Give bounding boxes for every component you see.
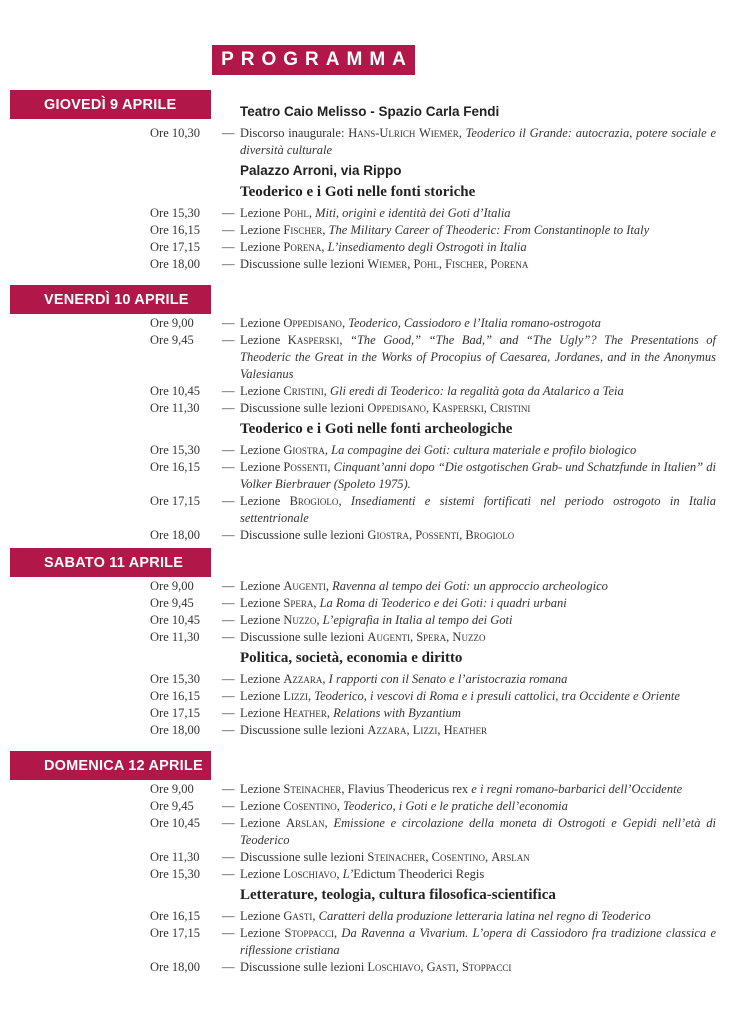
row-dash: — bbox=[222, 494, 235, 508]
time-label: Ore 10,45 bbox=[150, 613, 200, 627]
text-segment: L’epigrafia in Italia al tempo dei Goti bbox=[322, 613, 513, 627]
text-segment: Discussione sulle lezioni bbox=[240, 528, 368, 542]
schedule-row bbox=[150, 688, 716, 705]
row-dash: — bbox=[222, 782, 235, 796]
time-label: Ore 18,00 bbox=[150, 257, 200, 271]
text-segment: , bbox=[323, 384, 330, 398]
text-segment: , bbox=[334, 926, 342, 940]
text-segment: , bbox=[308, 689, 315, 703]
text-segment: La compagine dei Goti: cultura materiale e profilo biologico bbox=[331, 443, 637, 457]
row-description bbox=[240, 383, 716, 400]
time-label: Ore 15,30 bbox=[150, 206, 200, 220]
text-segment: Lezione bbox=[240, 384, 284, 398]
text-segment: Emissione e circolazione della moneta di Ostrogoti e Gepidi nell’età di Teoderico bbox=[240, 816, 716, 847]
text-segment: Lezione bbox=[240, 460, 284, 474]
time-label: Ore 9,00 bbox=[150, 316, 194, 330]
time-label: Ore 17,15 bbox=[150, 240, 200, 254]
text-segment: Lezione bbox=[240, 909, 284, 923]
text-segment: Gasti bbox=[426, 960, 456, 974]
time-label: Ore 17,15 bbox=[150, 706, 200, 720]
text-segment: Discussione sulle lezioni bbox=[240, 257, 368, 271]
schedule-row bbox=[150, 442, 716, 459]
text-segment: , bbox=[455, 960, 462, 974]
text-segment: Augenti bbox=[283, 579, 326, 593]
text-segment: , bbox=[406, 723, 413, 737]
day-content bbox=[150, 751, 716, 976]
row-dash: — bbox=[222, 579, 235, 593]
text-segment: Pohl bbox=[413, 257, 439, 271]
text-segment: Hans-Ulrich Wiemer bbox=[348, 126, 459, 140]
day-content bbox=[150, 90, 716, 273]
row-description bbox=[240, 688, 716, 705]
text-segment: Discussione sulle lezioni bbox=[240, 723, 368, 737]
time-label: Ore 9,45 bbox=[150, 596, 194, 610]
text-segment: Lezione bbox=[240, 689, 284, 703]
row-dash: — bbox=[222, 672, 235, 686]
text-segment: Cosentino bbox=[283, 799, 337, 813]
row-dash: — bbox=[222, 816, 235, 830]
schedule-row bbox=[150, 671, 716, 688]
text-segment: Lezione bbox=[240, 672, 284, 686]
day-banner: SABATO 11 APRILE bbox=[10, 548, 211, 577]
text-segment: Porena bbox=[283, 240, 322, 254]
text-segment: Caratteri della produzione letteraria latina nel regno di Teoderico bbox=[318, 909, 651, 923]
text-segment: , bbox=[408, 528, 416, 542]
row-description bbox=[240, 815, 716, 849]
text-segment: Kasperski bbox=[287, 333, 340, 347]
text-segment: Insediamenti e sistemi fortificati nel periodo ostrogoto in Italia settentrionale bbox=[240, 494, 716, 525]
text-segment: Porena bbox=[490, 257, 529, 271]
text-segment: Nuzzo bbox=[283, 613, 317, 627]
row-dash: — bbox=[222, 443, 235, 457]
day-section bbox=[0, 548, 750, 739]
schedule-row bbox=[150, 493, 716, 527]
row-description bbox=[240, 442, 716, 459]
day-section bbox=[0, 90, 750, 273]
text-segment: Azzara bbox=[283, 672, 323, 686]
time-label: Ore 16,15 bbox=[150, 689, 200, 703]
text-segment: Lezione bbox=[240, 223, 284, 237]
schedule-row bbox=[150, 925, 716, 959]
day-banner: GIOVEDÌ 9 APRILE bbox=[10, 90, 211, 119]
text-segment: Gasti bbox=[283, 909, 313, 923]
row-description bbox=[240, 781, 716, 798]
text-segment: Stoppacci bbox=[284, 926, 335, 940]
text-segment: Lezione bbox=[240, 706, 284, 720]
text-segment: Spera bbox=[283, 596, 314, 610]
text-segment: , bbox=[484, 850, 492, 864]
text-segment: Fischer bbox=[283, 223, 323, 237]
schedule-row bbox=[150, 595, 716, 612]
text-segment: Oppedisano bbox=[367, 401, 426, 415]
session-heading: Politica, società, economia e diritto bbox=[240, 650, 463, 666]
time-label: Ore 18,00 bbox=[150, 960, 200, 974]
row-description bbox=[240, 959, 716, 976]
text-segment: Pohl bbox=[283, 206, 309, 220]
text-segment: Lezione bbox=[240, 240, 284, 254]
row-dash: — bbox=[222, 850, 235, 864]
text-segment: , bbox=[324, 816, 334, 830]
schedule-row bbox=[150, 612, 716, 629]
text-segment: Teoderico, i Goti e le pratiche dell’economia bbox=[342, 799, 568, 813]
text-segment: , bbox=[322, 672, 329, 686]
text-segment: Brogiolo bbox=[465, 528, 515, 542]
text-segment: Nuzzo bbox=[452, 630, 486, 644]
row-dash: — bbox=[222, 384, 235, 398]
row-description bbox=[240, 908, 716, 925]
text-segment: , bbox=[339, 333, 351, 347]
row-dash: — bbox=[222, 689, 235, 703]
row-dash: — bbox=[222, 706, 235, 720]
row-description bbox=[240, 722, 716, 739]
text-segment: Loschiavo bbox=[283, 867, 337, 881]
schedule-row bbox=[150, 705, 716, 722]
schedule-row bbox=[150, 798, 716, 815]
row-dash: — bbox=[222, 926, 235, 940]
text-segment: , Flavius Theodericus rex bbox=[341, 782, 472, 796]
row-description bbox=[240, 925, 716, 959]
text-segment: Steinacher bbox=[367, 850, 426, 864]
text-segment: , bbox=[325, 579, 333, 593]
text-segment: Teoderico, i vescovi di Roma e i presuli cattolici, tra Occidente e Oriente bbox=[314, 689, 680, 703]
row-description bbox=[240, 866, 716, 883]
schedule-row bbox=[150, 315, 716, 332]
day-content bbox=[150, 285, 716, 544]
row-description bbox=[240, 332, 716, 383]
text-segment: Lezione bbox=[240, 316, 284, 330]
text-segment: Cristini bbox=[283, 384, 324, 398]
text-segment: Kasperski bbox=[432, 401, 484, 415]
text-segment: Lezione bbox=[240, 816, 287, 830]
row-description bbox=[240, 315, 716, 332]
text-segment: , bbox=[407, 257, 414, 271]
row-description bbox=[240, 705, 716, 722]
day-section bbox=[0, 285, 750, 544]
row-description bbox=[240, 798, 716, 815]
text-segment: Cristini bbox=[490, 401, 531, 415]
text-segment: Lezione bbox=[240, 579, 284, 593]
text-segment: Cinquant’anni dopo “Die ostgotischen Grab- und Schatzfunde in Italien” di Volker Bierbrauer (Spoleto 1975). bbox=[240, 460, 716, 491]
schedule-row bbox=[150, 908, 716, 925]
time-label: Ore 10,45 bbox=[150, 384, 200, 398]
session-heading: Letterature, teologia, cultura filosofica-scientifica bbox=[240, 887, 556, 903]
text-segment: La Roma di Teoderico e dei Goti: i quadri urbani bbox=[319, 596, 567, 610]
text-segment: Da Ravenna a Vivarium. L’opera di Cassiodoro fra tradizione classica e riflessione cristiana bbox=[240, 926, 716, 957]
time-label: Ore 16,15 bbox=[150, 460, 200, 474]
schedule-row bbox=[150, 527, 716, 544]
row-description bbox=[240, 595, 716, 612]
row-dash: — bbox=[222, 909, 235, 923]
text-segment: , bbox=[446, 630, 453, 644]
schedule-row bbox=[150, 866, 716, 883]
text-segment: Lizzi bbox=[412, 723, 438, 737]
text-segment: Teoderico, Cassiodoro e l’Italia romano-ostrogota bbox=[348, 316, 601, 330]
row-description bbox=[240, 578, 716, 595]
text-segment: , bbox=[341, 316, 349, 330]
text-segment: Steinacher bbox=[283, 782, 342, 796]
row-description bbox=[240, 205, 716, 222]
day-section bbox=[0, 751, 750, 976]
text-segment: , bbox=[336, 867, 343, 881]
text-segment: Discussione sulle lezioni bbox=[240, 960, 368, 974]
text-segment: , bbox=[425, 401, 433, 415]
text-segment: e i regni romano-barbarici dell’Occidente bbox=[471, 782, 683, 796]
time-label: Ore 15,30 bbox=[150, 672, 200, 686]
text-segment: Ravenna al tempo dei Goti: un approccio archeologico bbox=[332, 579, 608, 593]
schedule-row bbox=[150, 383, 716, 400]
schedule-row bbox=[150, 849, 716, 866]
schedule-row bbox=[150, 256, 716, 273]
text-segment: , bbox=[324, 443, 332, 457]
session-heading: Teoderico e i Goti nelle fonti archeologiche bbox=[240, 421, 513, 437]
text-segment: Stoppacci bbox=[461, 960, 512, 974]
text-segment: Discussione sulle lezioni bbox=[240, 850, 368, 864]
schedule-row bbox=[150, 629, 716, 646]
row-dash: — bbox=[222, 799, 235, 813]
row-dash: — bbox=[222, 333, 235, 347]
text-segment: Lezione bbox=[240, 596, 284, 610]
row-description bbox=[240, 612, 716, 629]
text-segment: , bbox=[336, 799, 343, 813]
row-dash: — bbox=[222, 723, 235, 737]
row-dash: — bbox=[222, 960, 235, 974]
schedule-row bbox=[150, 781, 716, 798]
text-segment: Arslan bbox=[491, 850, 530, 864]
text-segment: L’insediamento degli Ostrogoti in Italia bbox=[327, 240, 527, 254]
row-dash: — bbox=[222, 630, 235, 644]
text-segment: , bbox=[437, 723, 444, 737]
schedule-row bbox=[150, 959, 716, 976]
session-heading: Teoderico e i Goti nelle fonti storiche bbox=[240, 184, 476, 200]
time-label: Ore 9,45 bbox=[150, 799, 194, 813]
row-dash: — bbox=[222, 240, 235, 254]
text-segment: Arslan bbox=[286, 816, 325, 830]
row-dash: — bbox=[222, 613, 235, 627]
text-segment: , bbox=[409, 630, 417, 644]
text-segment: Possenti bbox=[283, 460, 328, 474]
row-dash: — bbox=[222, 401, 235, 415]
schedule-row bbox=[150, 459, 716, 493]
text-segment: , bbox=[321, 240, 328, 254]
row-dash: — bbox=[222, 126, 235, 140]
text-segment: Fischer bbox=[445, 257, 485, 271]
row-description bbox=[240, 256, 716, 273]
time-label: Ore 10,30 bbox=[150, 126, 200, 140]
text-segment: Lizzi bbox=[283, 689, 309, 703]
text-segment: , bbox=[459, 528, 466, 542]
time-label: Ore 17,15 bbox=[150, 494, 200, 508]
text-segment: Lezione bbox=[240, 613, 284, 627]
row-description bbox=[240, 400, 716, 417]
text-segment: Cosentino bbox=[431, 850, 485, 864]
schedule-row bbox=[150, 578, 716, 595]
text-segment: , bbox=[322, 223, 329, 237]
text-segment: The Military Career of Theoderic: From Constantinople to Italy bbox=[328, 223, 650, 237]
time-label: Ore 17,15 bbox=[150, 926, 200, 940]
text-segment: Heather bbox=[443, 723, 488, 737]
time-label: Ore 16,15 bbox=[150, 223, 200, 237]
row-description bbox=[240, 239, 716, 256]
text-segment: Lezione bbox=[240, 206, 284, 220]
text-segment: , bbox=[326, 706, 334, 720]
venue-heading: Teatro Caio Melisso - Spazio Carla Fendi bbox=[240, 104, 500, 119]
day-content bbox=[150, 548, 716, 739]
schedule-row bbox=[150, 400, 716, 417]
text-segment: Miti, origini e identità dei Goti d’Italia bbox=[315, 206, 511, 220]
schedule-row bbox=[150, 722, 716, 739]
schedule-row bbox=[150, 332, 716, 383]
row-description bbox=[240, 671, 716, 688]
text-segment: Lezione bbox=[240, 443, 284, 457]
text-segment: , bbox=[420, 960, 427, 974]
day-banner: DOMENICA 12 APRILE bbox=[10, 751, 211, 780]
text-segment: Discorso inaugurale: bbox=[240, 126, 349, 140]
text-segment: Possenti bbox=[415, 528, 460, 542]
page-title-banner: PROGRAMMA bbox=[212, 45, 415, 75]
text-segment: Lezione bbox=[240, 333, 288, 347]
text-segment: Heather bbox=[283, 706, 327, 720]
text-segment: , bbox=[425, 850, 432, 864]
time-label: Ore 16,15 bbox=[150, 909, 200, 923]
text-segment: Lezione bbox=[240, 926, 285, 940]
text-segment: Teoderico il Grande: autocrazia, potere sociale e diversità culturale bbox=[240, 126, 717, 157]
text-segment: Lezione bbox=[240, 867, 284, 881]
row-dash: — bbox=[222, 223, 235, 237]
row-description bbox=[240, 629, 716, 646]
text-segment: “The Good,” “The Bad,” and “The Ugly”? The Presentations of Theoderic the Great in the Works of Procopius of Caesarea, Jordanes, and in the Anonymus Valesianus bbox=[240, 333, 716, 381]
row-dash: — bbox=[222, 206, 235, 220]
text-segment: L’ bbox=[342, 867, 354, 881]
text-segment: , bbox=[312, 909, 319, 923]
text-segment: Lezione bbox=[240, 782, 284, 796]
row-description bbox=[240, 849, 716, 866]
time-label: Ore 18,00 bbox=[150, 528, 200, 542]
row-dash: — bbox=[222, 596, 235, 610]
text-segment: I rapporti con il Senato e l’aristocrazia romana bbox=[328, 672, 568, 686]
time-label: Ore 9,45 bbox=[150, 333, 194, 347]
text-segment: , bbox=[484, 257, 491, 271]
text-segment: Wiemer bbox=[367, 257, 408, 271]
text-segment: , bbox=[308, 206, 316, 220]
time-label: Ore 9,00 bbox=[150, 782, 194, 796]
text-segment: Discussione sulle lezioni bbox=[240, 401, 368, 415]
text-segment: Loschiavo bbox=[367, 960, 421, 974]
text-segment: , bbox=[483, 401, 491, 415]
time-label: Ore 15,30 bbox=[150, 867, 200, 881]
row-description bbox=[240, 493, 716, 527]
schedule-row bbox=[150, 205, 716, 222]
text-segment: , bbox=[438, 257, 446, 271]
text-segment: Discussione sulle lezioni bbox=[240, 630, 368, 644]
text-segment: , bbox=[313, 596, 320, 610]
row-description bbox=[240, 222, 716, 239]
text-segment: Giostra bbox=[367, 528, 409, 542]
text-segment: Relations with Byzantium bbox=[333, 706, 461, 720]
text-segment: Oppedisano bbox=[283, 316, 342, 330]
text-segment: Gli eredi di Teoderico: la regalità gota da Atalarico a Teia bbox=[329, 384, 624, 398]
text-segment: Lezione bbox=[240, 799, 284, 813]
text-segment: Edictum Theoderici Regis bbox=[353, 867, 485, 881]
text-segment: , bbox=[327, 460, 334, 474]
schedule-row bbox=[150, 222, 716, 239]
text-segment: Spera bbox=[416, 630, 447, 644]
row-description bbox=[240, 527, 716, 544]
time-label: Ore 11,30 bbox=[150, 401, 200, 415]
row-dash: — bbox=[222, 460, 235, 474]
text-segment: Giostra bbox=[283, 443, 325, 457]
text-segment: Lezione bbox=[240, 494, 290, 508]
text-segment: , bbox=[458, 126, 466, 140]
row-dash: — bbox=[222, 528, 235, 542]
time-label: Ore 11,30 bbox=[150, 630, 200, 644]
row-dash: — bbox=[222, 316, 235, 330]
row-description bbox=[240, 459, 716, 493]
text-segment: Brogiolo bbox=[289, 494, 339, 508]
schedule-row bbox=[150, 239, 716, 256]
schedule-row bbox=[150, 815, 716, 849]
text-segment: , bbox=[338, 494, 351, 508]
time-label: Ore 11,30 bbox=[150, 850, 200, 864]
row-dash: — bbox=[222, 257, 235, 271]
text-segment: Augenti bbox=[367, 630, 410, 644]
time-label: Ore 9,00 bbox=[150, 579, 194, 593]
text-segment: Azzara bbox=[367, 723, 407, 737]
schedule-row bbox=[150, 125, 716, 159]
venue-heading: Palazzo Arroni, via Rippo bbox=[240, 163, 402, 178]
time-label: Ore 18,00 bbox=[150, 723, 200, 737]
day-banner: VENERDÌ 10 APRILE bbox=[10, 285, 211, 314]
time-label: Ore 15,30 bbox=[150, 443, 200, 457]
row-description bbox=[240, 125, 716, 159]
row-dash: — bbox=[222, 867, 235, 881]
text-segment: , bbox=[316, 613, 323, 627]
time-label: Ore 10,45 bbox=[150, 816, 200, 830]
